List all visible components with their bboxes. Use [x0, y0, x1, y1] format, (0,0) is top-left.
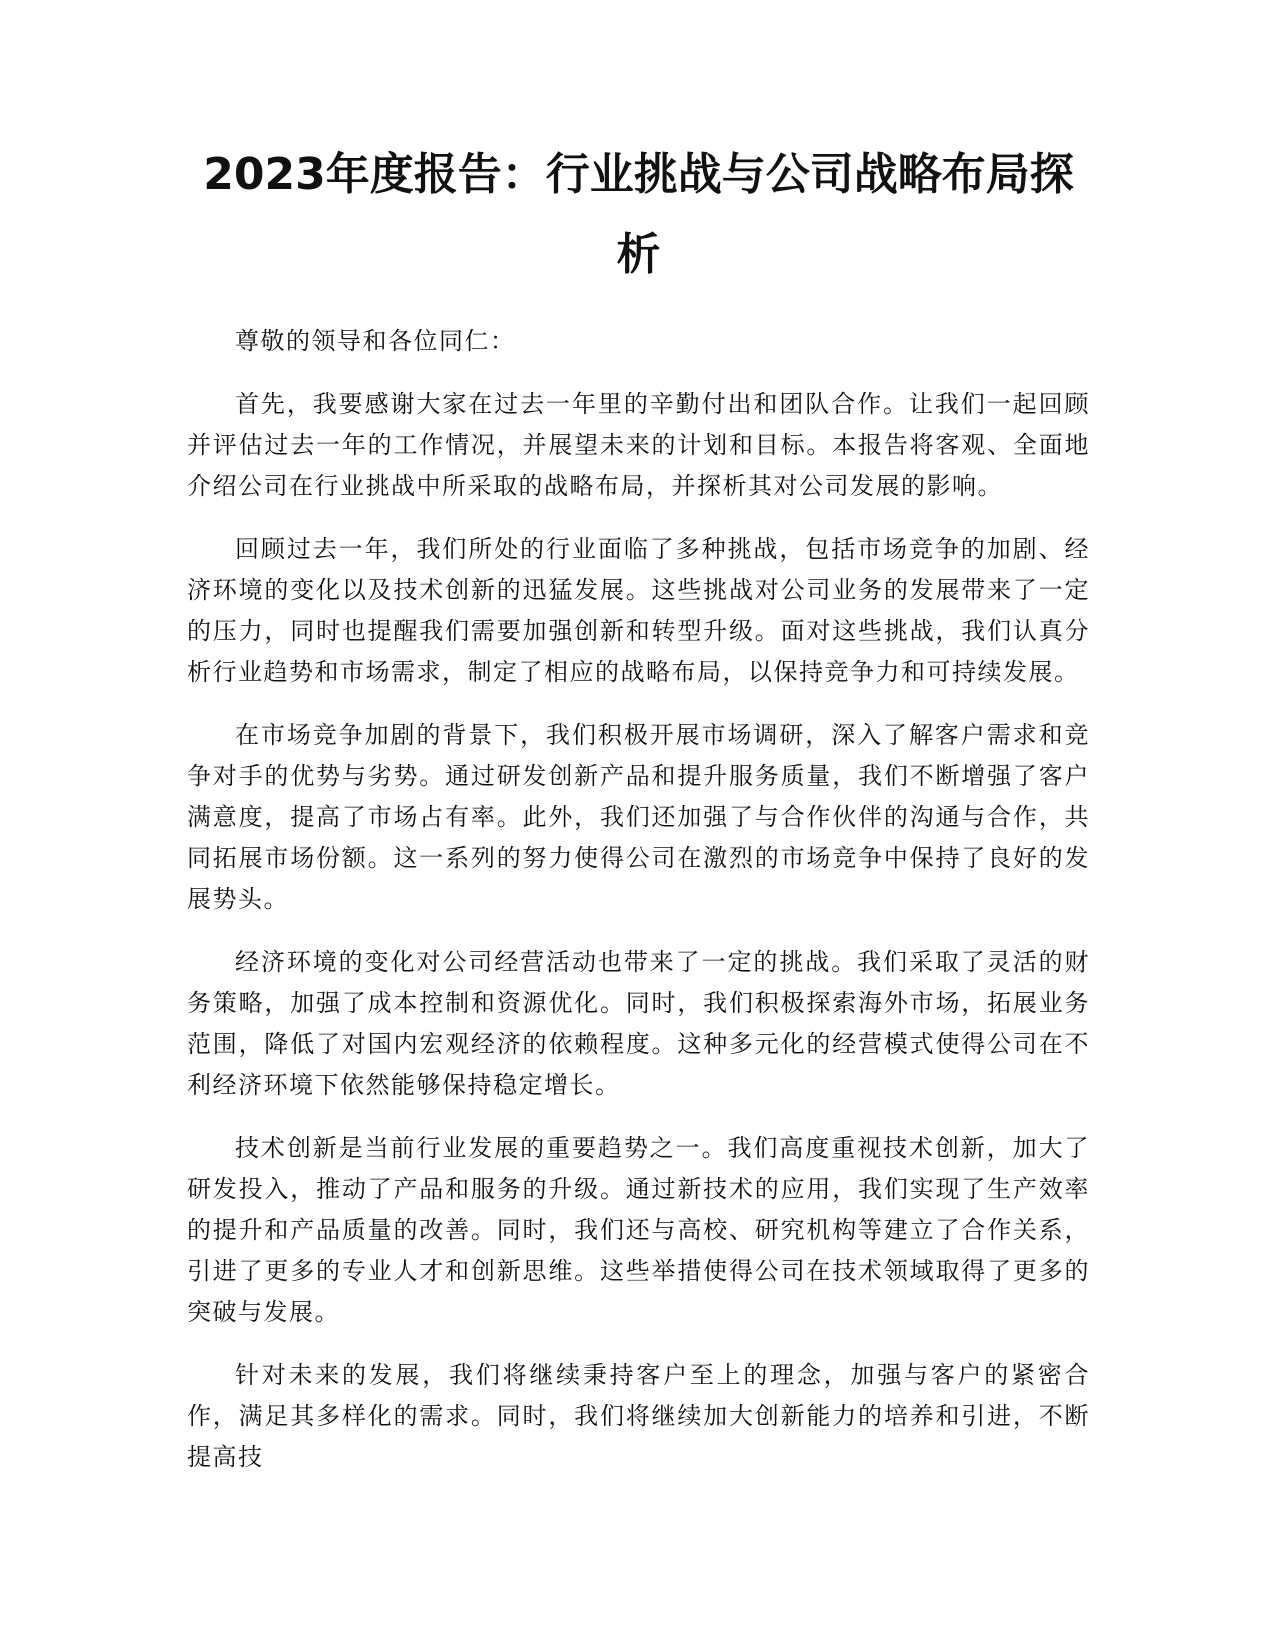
paragraph-technology: 技术创新是当前行业发展的重要趋势之一。我们高度重视技术创新，加大了研发投入，推动了产品和服务的升级。通过新技术的应用，我们实现了生产效率的提升和产品质量的改善。同时，我们还与高校、研究机构等建立了合作关系，引进了更多的专业人才和创新思维。这些举措使得公司在技术领域取得了更多的突破与发展。	[187, 1134, 1090, 1326]
paragraph-review: 回顾过去一年，我们所处的行业面临了多种挑战，包括市场竞争的加剧、经济环境的变化以及技术创新的迅猛发展。这些挑战对公司业务的发展带来了一定的压力，同时也提醒我们需要加强创新和转型升级。面对这些挑战，我们认真分析行业趋势和市场需求，制定了相应的战略布局，以保持竞争力和可持续发展。	[187, 535, 1090, 686]
document-page	[187, 135, 1090, 1500]
salutation: 尊敬的领导和各位同仁：	[235, 327, 516, 355]
paragraph-future: 针对未来的发展，我们将继续秉持客户至上的理念，加强与客户的紧密合作，满足其多样化的需求。同时，我们将继续加大创新能力的培养和引进，不断提高技	[187, 1361, 1090, 1471]
paragraph-economy: 经济环境的变化对公司经营活动也带来了一定的挑战。我们采取了灵活的财务策略，加强了成本控制和资源优化。同时，我们积极探索海外市场，拓展业务范围，降低了对国内宏观经济的依赖程度。这种多元化的经营模式使得公司在不利经济环境下依然能够保持稳定增长。	[187, 948, 1090, 1099]
document-title: 2023年度报告：行业挑战与公司战略布局探析	[203, 149, 1074, 280]
paragraph-intro: 首先，我要感谢大家在过去一年里的辛勤付出和团队合作。让我们一起回顾并评估过去一年的工作情况，并展望未来的计划和目标。本报告将客观、全面地介绍公司在行业挑战中所采取的战略布局，并探析其对公司发展的影响。	[187, 390, 1090, 500]
paragraph-market: 在市场竞争加剧的背景下，我们积极开展市场调研，深入了解客户需求和竞争对手的优势与劣势。通过研发创新产品和提升服务质量，我们不断增强了客户满意度，提高了市场占有率。此外，我们还加强了与合作伙伴的沟通与合作，共同拓展市场份额。这一系列的努力使得公司在激烈的市场竞争中保持了良好的发展势头。	[187, 721, 1090, 913]
